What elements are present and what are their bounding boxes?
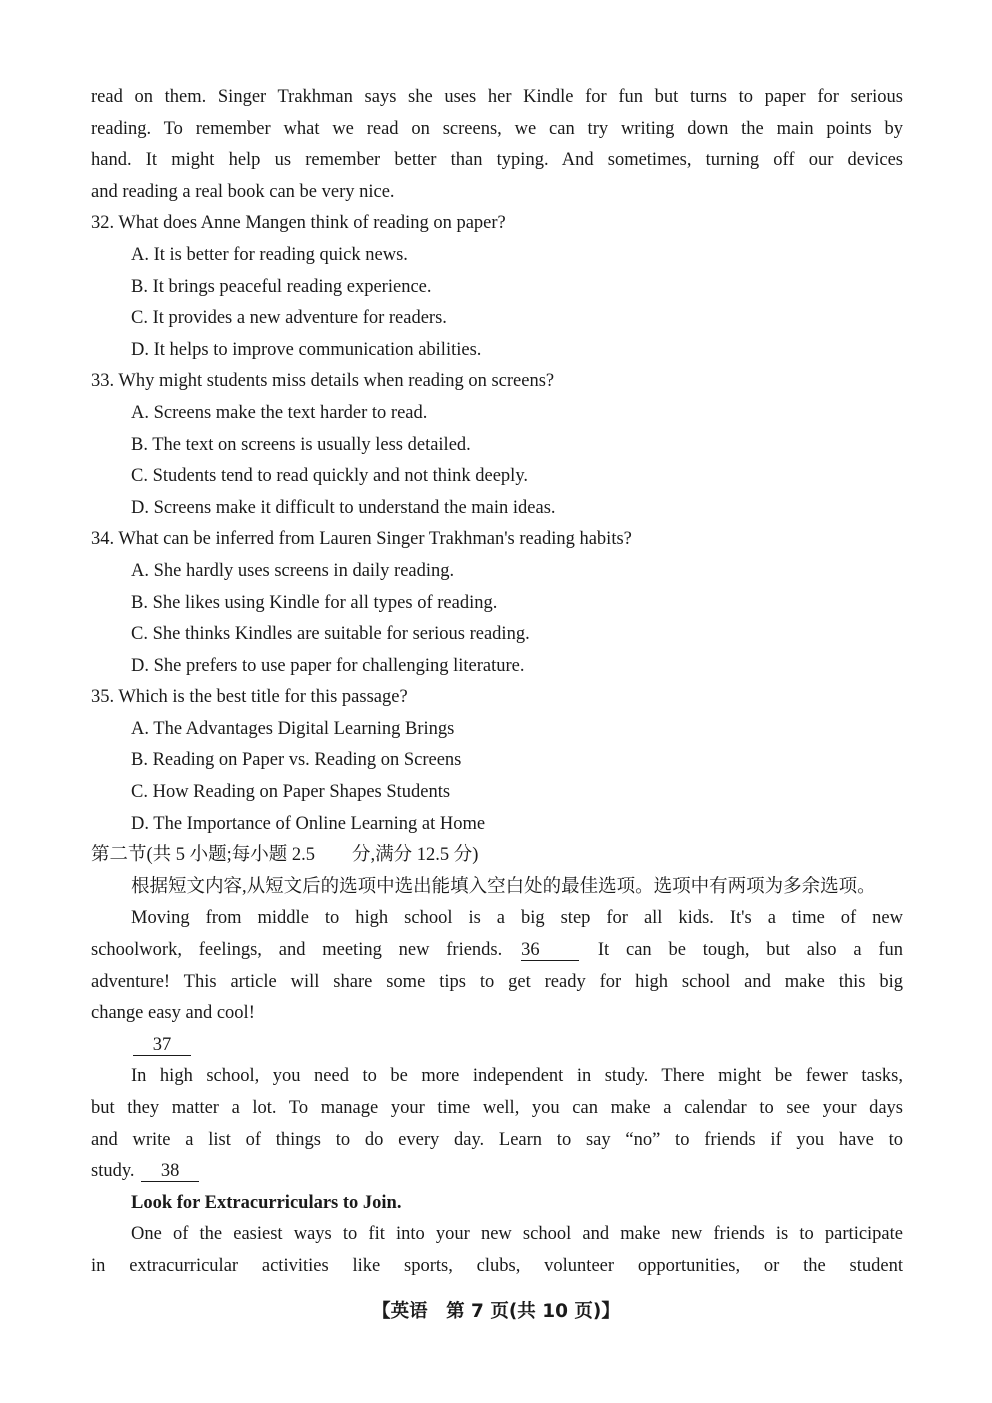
answer-blank-37: 37 bbox=[133, 1035, 191, 1056]
paragraph-line bbox=[91, 935, 903, 967]
question-stem: 33. Why might students miss details when reading on screens? bbox=[91, 371, 555, 392]
option: D. She prefers to use paper for challenging literature. bbox=[131, 655, 525, 676]
passage-line: reading. To remember what we read on screens, we can try writing down the main points by bbox=[91, 118, 903, 139]
paragraph-line: Moving from middle to high school is a big step for all kids. It's a time of new bbox=[131, 908, 903, 929]
option: C. It provides a new adventure for readers. bbox=[131, 308, 447, 329]
page-footer: 【英语 第 7 页(共 10 页)】 bbox=[372, 1301, 620, 1322]
option: A. The Advantages Digital Learning Brings bbox=[131, 718, 455, 739]
option: D. The Importance of Online Learning at Home bbox=[131, 813, 486, 834]
option: A. It is better for reading quick news. bbox=[131, 244, 408, 265]
option: A. She hardly uses screens in daily reading. bbox=[131, 560, 455, 581]
answer-blank-38: 38 bbox=[141, 1161, 199, 1182]
passage-line: read on them. Singer Trakhman says she uses her Kindle for fun but turns to paper for serious bbox=[91, 87, 903, 107]
passage-line: and reading a real book can be very nice. bbox=[91, 181, 395, 202]
paragraph-line: adventure! This article will share some tips to get ready for high school and make this big bbox=[91, 971, 903, 992]
paragraph-line: but they matter a lot. To manage your time well, you can make a calendar to see your days bbox=[91, 1098, 903, 1118]
paragraph-line: in extracurricular activities like sports, clubs, volunteer opportunities, or the student bbox=[91, 1255, 903, 1276]
question-stem: 32. What does Anne Mangen think of reading on paper? bbox=[91, 213, 506, 234]
blank-line bbox=[91, 1030, 903, 1062]
paragraph-line: change easy and cool! bbox=[91, 1003, 255, 1024]
paragraph-text: study. bbox=[91, 1161, 135, 1182]
option: D. Screens make it difficult to understand the main ideas. bbox=[131, 497, 556, 518]
exam-page bbox=[91, 82, 903, 1283]
option: C. She thinks Kindles are suitable for serious reading. bbox=[131, 624, 530, 645]
question-stem: 35. Which is the best title for this passage? bbox=[91, 687, 408, 708]
paragraph-text: schoolwork, feelings, and meeting new friends. bbox=[91, 940, 503, 961]
option: C. How Reading on Paper Shapes Students bbox=[131, 782, 451, 803]
subheading: Look for Extracurriculars to Join. bbox=[131, 1192, 402, 1213]
option: D. It helps to improve communication abilities. bbox=[131, 339, 482, 360]
passage-line: hand. It might help us remember better than typing. And sometimes, turning off our devices bbox=[91, 150, 903, 171]
option: B. She likes using Kindle for all types of reading. bbox=[131, 592, 498, 613]
section-heading: 第二节(共 5 小题;每小题 2.5 分,满分 12.5 分) bbox=[91, 845, 479, 866]
paragraph-line: In high school, you need to be more independent in study. There might be fewer tasks, bbox=[131, 1066, 903, 1087]
option: B. It brings peaceful reading experience. bbox=[131, 276, 432, 297]
option: C. Students tend to read quickly and not think deeply. bbox=[131, 466, 529, 487]
option: B. Reading on Paper vs. Reading on Screens bbox=[131, 750, 462, 771]
paragraph-line: One of the easiest ways to fit into your new school and make new friends is to participate bbox=[131, 1224, 903, 1245]
paragraph-line: and write a list of things to do every day. Learn to say “no” to friends if you have to bbox=[91, 1129, 903, 1150]
option: A. Screens make the text harder to read. bbox=[131, 402, 428, 423]
paragraph-text: It can be tough, but also a fun bbox=[597, 940, 903, 961]
answer-blank-36: 36 bbox=[521, 940, 579, 961]
section-instruction: 根据短文内容,从短文后的选项中选出能填入空白处的最佳选项。选项中有两项为多余选项。 bbox=[131, 876, 876, 897]
paragraph-line bbox=[91, 1156, 903, 1188]
option: B. The text on screens is usually less detailed. bbox=[131, 434, 471, 455]
question-stem: 34. What can be inferred from Lauren Singer Trakhman's reading habits? bbox=[91, 529, 632, 550]
